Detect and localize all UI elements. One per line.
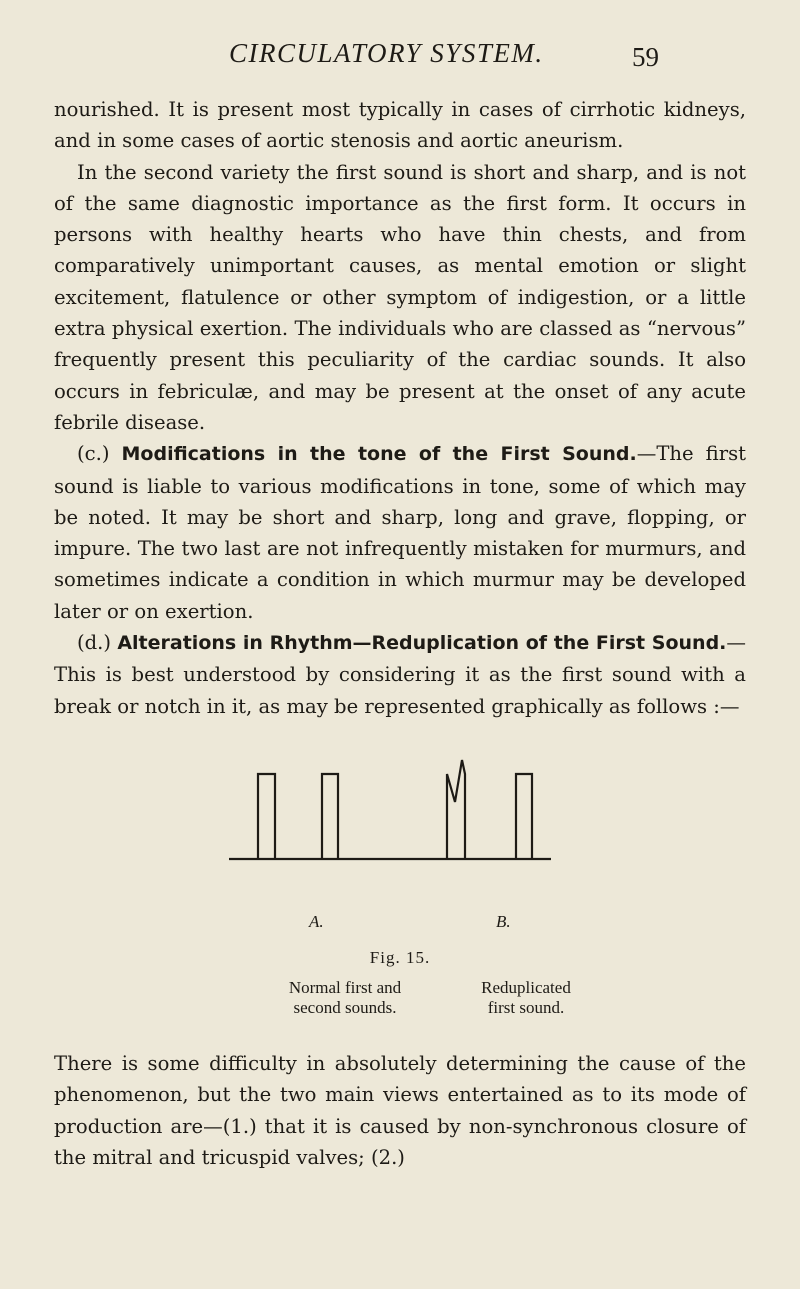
paragraph-2: [54, 157, 746, 439]
running-title: CIRCULATORY SYSTEM.: [229, 38, 544, 68]
paragraph-1-text: nourished. It is present most typically in cases of cirrhotic kidneys, and in some cases of aortic stenosis and aortic aneurism.: [54, 98, 746, 153]
figure-number: Fig. 15.: [369, 948, 431, 967]
pulse-reduplicated-first: [447, 760, 465, 859]
paragraph-4-heading: Alterations in Rhythm—Reduplication of the First Sound.: [117, 632, 727, 655]
pulse-normal-first: [258, 774, 275, 859]
paragraph-4-text: —This is best understood by considering it as the first sound with a break or notch in it, as may be represented graphically as follows :—: [54, 631, 746, 718]
caption-normal-line-2: second sounds.: [293, 998, 397, 1017]
caption-reduplicated: [434, 978, 618, 1018]
caption-normal-line-1: Normal first and: [288, 978, 402, 997]
paragraph-2-text: In the second variety the first sound is short and sharp, and is not of the same diagnostic importance as the first form. It occurs in persons with healthy hearts who have thin chests, and from comparatively unimportant causes, as mental emotion or slight excitement, flatulence or other symptom of indigestion, or a little extra physical exertion. The individuals who are classed as “nervous” frequently present this peculiarity of the cardiac sounds. It also occurs in febriculæ, and may be present at the onset of any acute febrile disease.: [54, 160, 746, 434]
paragraph-3-heading: Modifications in the tone of the First Sound.: [121, 443, 637, 466]
paragraph-3-marker: (c.): [77, 442, 110, 466]
body-text: [54, 94, 746, 722]
caption-normal: [258, 978, 432, 1018]
paragraph-5: [54, 1048, 746, 1173]
paragraph-4: [54, 627, 746, 722]
figure-label-b: B.: [496, 912, 511, 931]
paragraph-5-text: There is some difficulty in absolutely determining the cause of the phenomenon, but the two main views entertained as to its mode of production are—(1.) that it is caused by non-synchronous closure of the mitral and tricuspid valves; (2.): [54, 1052, 746, 1169]
heart-sound-diagram: [0, 752, 800, 912]
caption-reduplicated-line-1: Reduplicated: [481, 978, 571, 997]
page-header: [0, 38, 800, 78]
paragraph-3: [54, 438, 746, 627]
page-number: 59: [632, 42, 659, 72]
body-text-continued: [54, 1048, 746, 1173]
paragraph-1: [54, 94, 746, 157]
paragraph-4-marker: (d.): [77, 631, 112, 655]
pulse-normal-second: [322, 774, 338, 859]
figure-15: [0, 752, 800, 1042]
figure-label-a: A.: [309, 912, 324, 931]
paragraph-3-text: —The first sound is liable to various modifications in tone, some of which may be noted. It may be short and sharp, long and grave, flopping, or impure. The two last are not infrequently mistaken for murmurs, and sometimes indicate a condition in which murmur may be developed later or on exertion.: [54, 442, 746, 623]
pulse-reduplicated-second: [516, 774, 532, 859]
caption-reduplicated-line-2: first sound.: [487, 998, 565, 1017]
